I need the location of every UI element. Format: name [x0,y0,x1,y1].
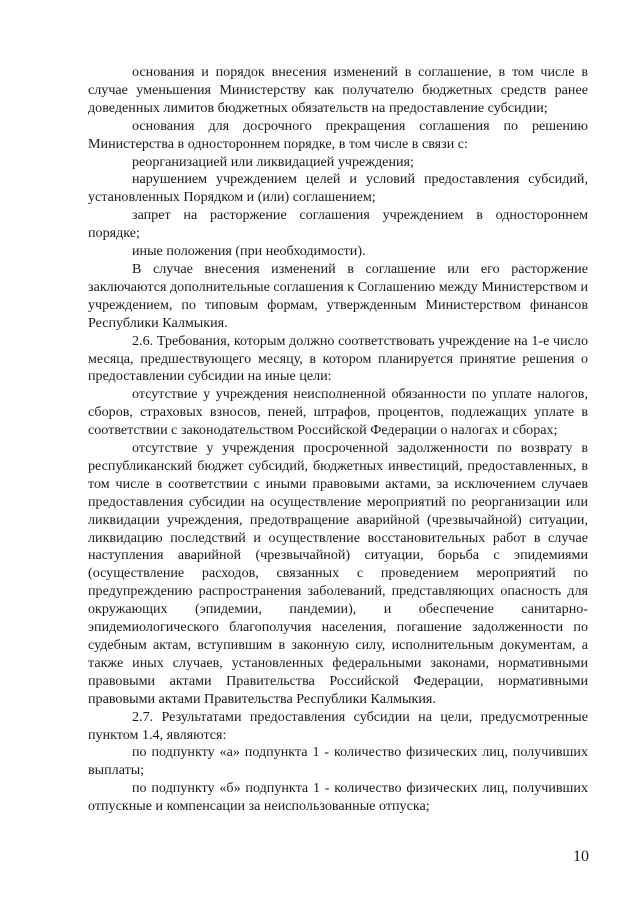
paragraph-additional-agreements: В случае внесения изменений в соглашение или его расторжение заключаются дополнительные соглашения к Соглашению между Министерством и учреждением, по типовым формам, утвержденным Министерством финансов Республики Калмыкия. [88,260,588,331]
paragraph-no-overdue-debt: отсутствие у учреждения просроченной задолженности по возврату в республиканский бюджет субсидий, бюджетных инвестиций, предоставленных, в том числе в соответствии с иными правовыми актами, за исключением случаев предоставления субсидии на осуществление мероприятий по реорганизации или ликвидации учреждения, предотвращение аварийной (чрезвычайной) ситуации, ликвидацию последствий и осуществление восстановительных работ в случае наступления аварийной (чрезвычайной) ситуации, борьба с эпидемиями (осуществление расходов, связанных с проведением мероприятий по предупреждению распространения заболеваний, представляющих опасность для окружающих (эпидемии, пандемии), и обеспечение санитарно-эпидемиологического благополучия населения, погашение задолженности по судебным актам, вступившим в законную силу, исполнительным документам, а также иных случаев, установленных федеральными законами, нормативными правовыми актами Правительства Российской Федерации, нормативными правовыми актами Правительства Республики Калмыкия. [88,440,588,707]
page-number: 10 [573,848,589,865]
paragraph-subparagraph-b: по подпункту «б» подпункта 1 - количество физических лиц, получивших отпускные и компенсации за неиспользованные отпуска; [88,780,588,815]
paragraph-reorganization: реорганизацией или ликвидацией учреждения; [132,153,414,170]
paragraph-other-provisions: иные положения (при необходимости). [132,243,366,260]
paragraph-termination-grounds: основания для досрочного прекращения соглашения по решению Министерства в одностороннем порядке, в том числе в связи с: [88,117,588,152]
paragraph-unilateral-ban: запрет на расторжение соглашения учреждением в одностороннем порядке; [88,207,588,242]
paragraph-amendment-grounds: основания и порядок внесения изменений в соглашение, в том числе в случае уменьшения Министерству как получателю бюджетных средств ранее доведенных лимитов бюджетных обязательств на предоставление субсидии; [88,64,588,116]
paragraph-violation: нарушением учреждением целей и условий предоставления субсидий, установленных Порядком и (или) соглашением; [88,171,588,206]
paragraph-no-tax-debt: отсутствие у учреждения неисполненной обязанности по уплате налогов, сборов, страховых взносов, пеней, штрафов, процентов, подлежащих уплате в соответствии с законодательством Российской Федерации о налогах и сборах; [88,386,588,439]
document-body [88,64,588,816]
paragraph-section-2-7: 2.7. Результатами предоставления субсидии на цели, предусмотренные пунктом 1.4, являются: [88,708,588,743]
paragraph-subparagraph-a: по подпункту «а» подпункта 1 - количество физических лиц, получивших выплаты; [88,744,588,779]
paragraph-section-2-6: 2.6. Требования, которым должно соответствовать учреждение на 1-е число месяца, предшествующего месяцу, в котором планируется принятие решения о предоставлении субсидии на иные цели: [88,332,588,385]
